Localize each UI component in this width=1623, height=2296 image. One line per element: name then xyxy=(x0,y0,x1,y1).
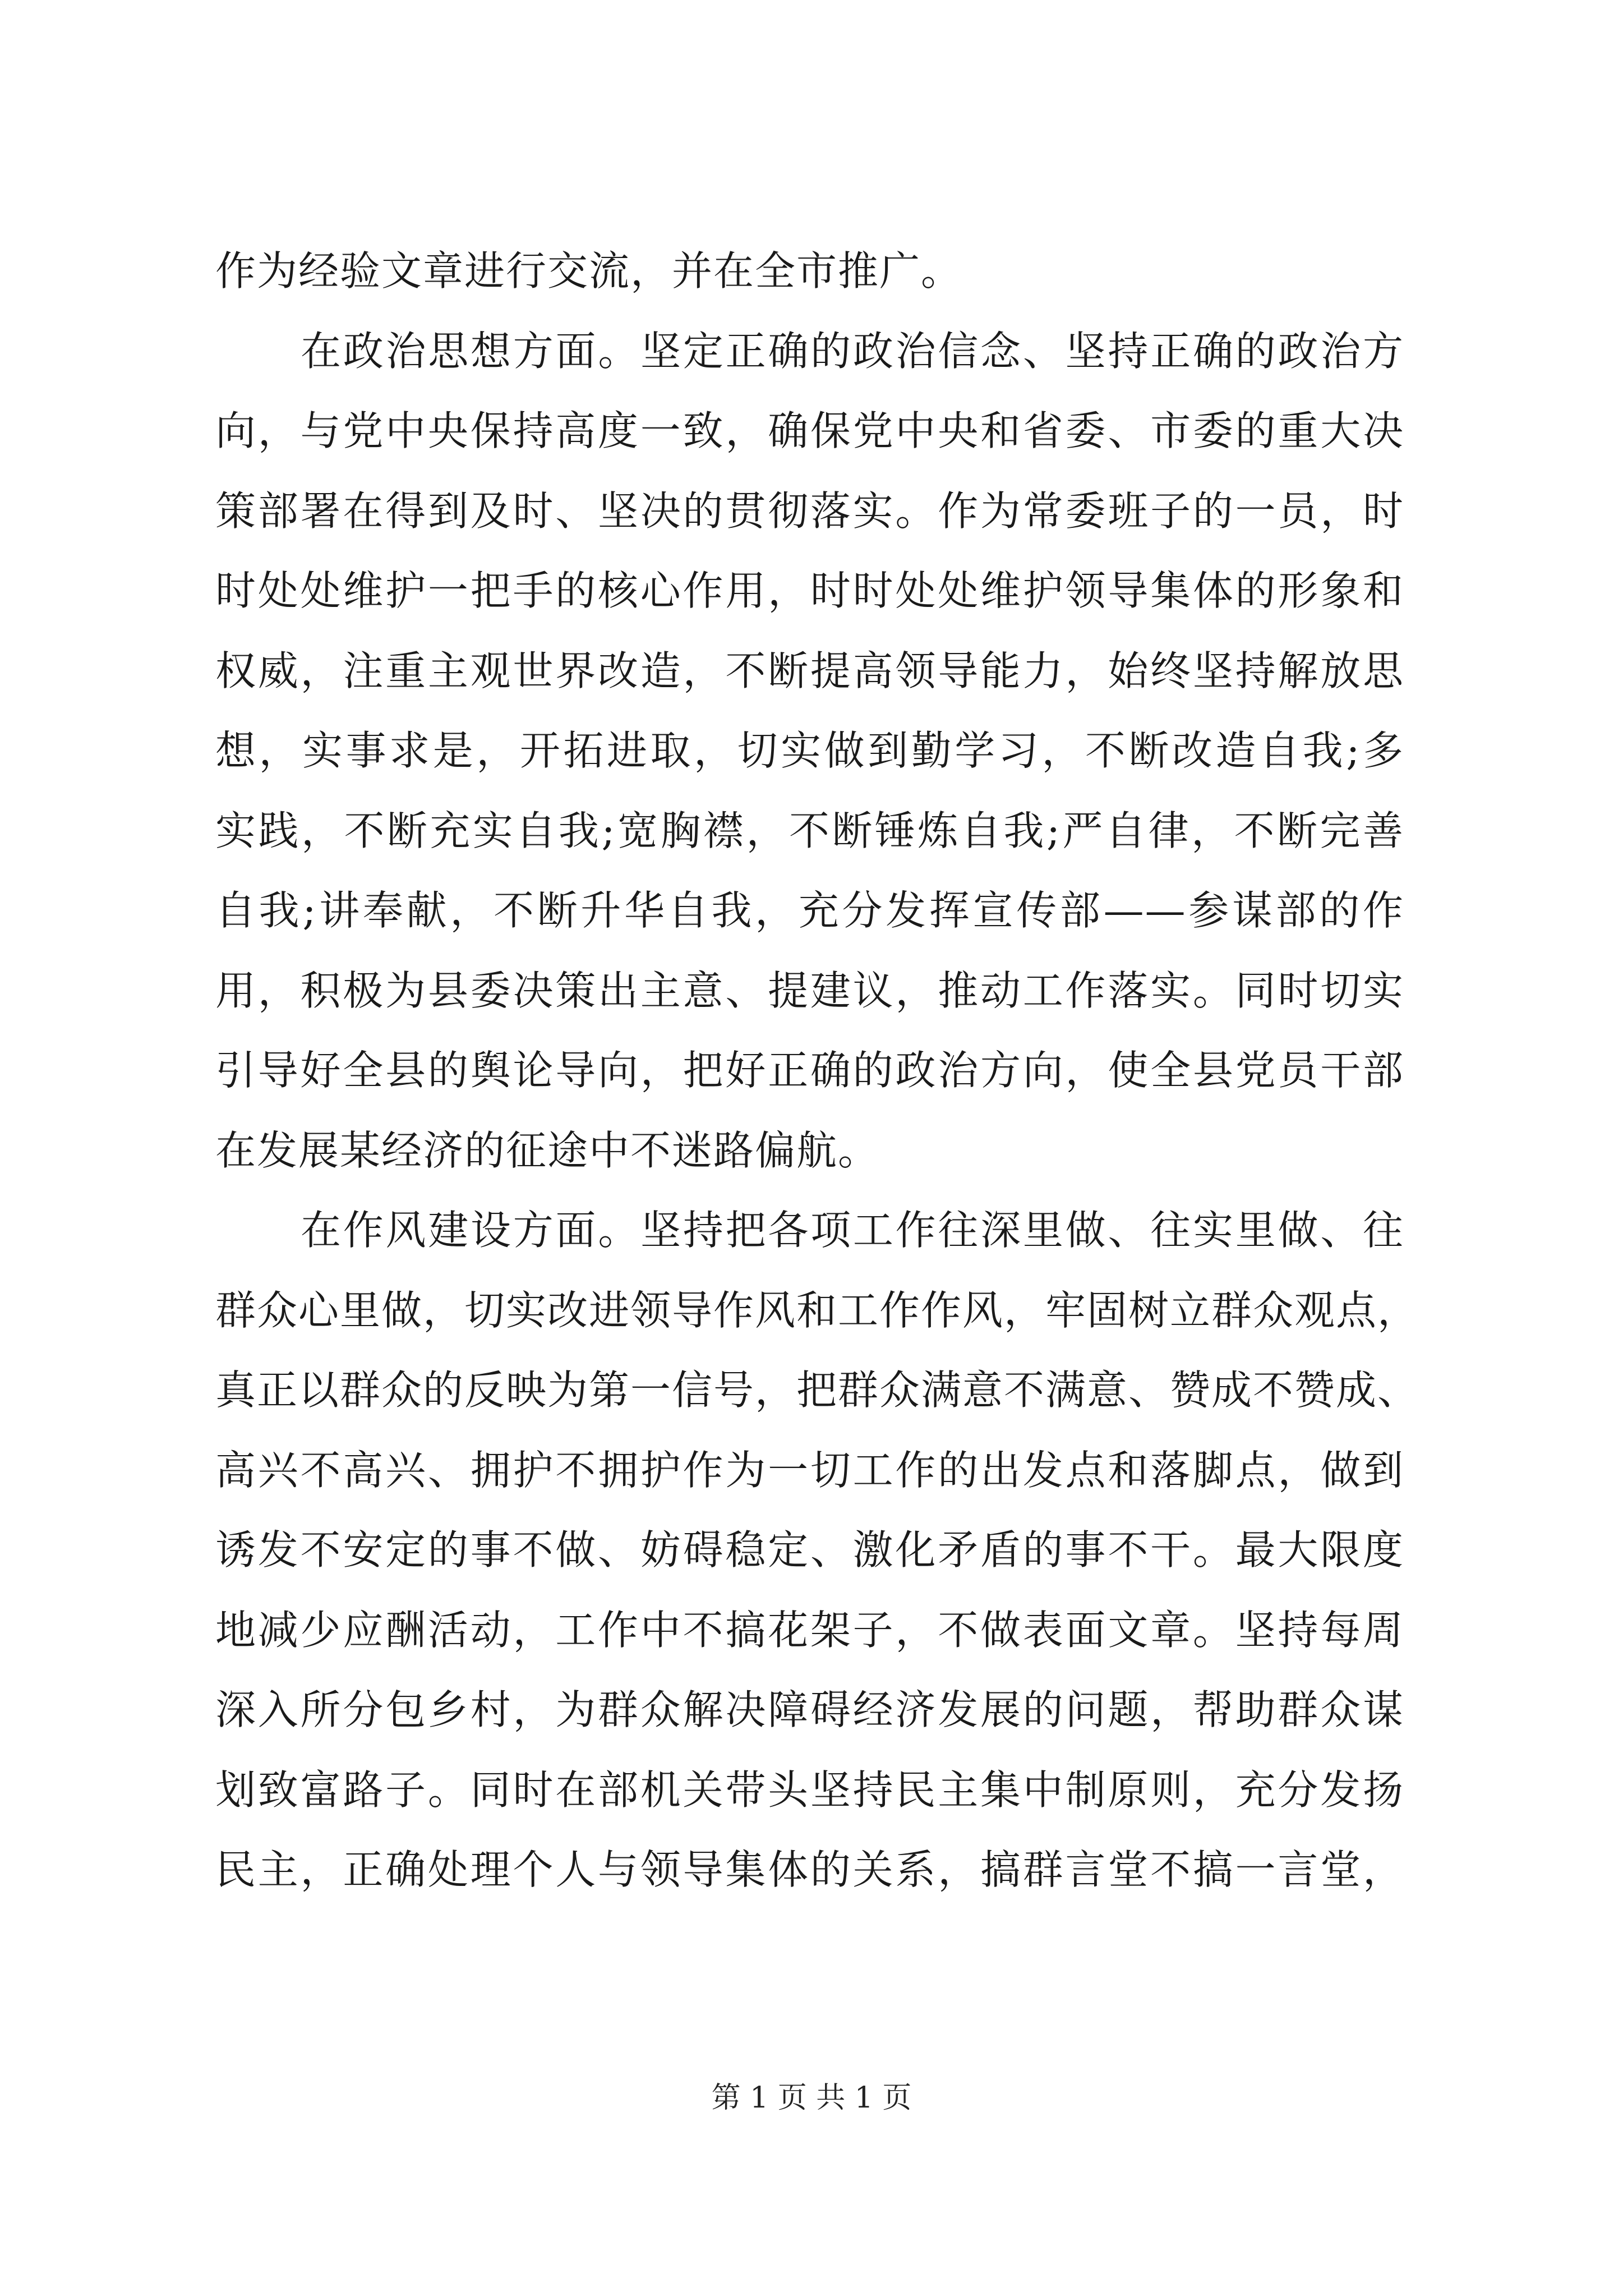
text-line: 向，与党中央保持高度一致，确保党中央和省委、市委的重大决 xyxy=(215,407,1404,454)
document-body xyxy=(215,231,1419,1910)
text-line: 策部署在得到及时、坚决的贯彻落实。作为常委班子的一员，时 xyxy=(215,487,1404,535)
text-line: 真正以群众的反映为第一信号，把群众满意不满意、赞成不赞成、 xyxy=(215,1366,1419,1414)
text-line: 地减少应酬活动，工作中不搞花架子，不做表面文章。坚持每周 xyxy=(215,1606,1404,1654)
text-line: 划致富路子。同时在部机关带头坚持民主集中制原则，充分发扬 xyxy=(215,1766,1404,1814)
text-line: 高兴不高兴、拥护不拥护作为一切工作的出发点和落脚点，做到 xyxy=(215,1446,1404,1494)
text-line: 深入所分包乡村，为群众解决障碍经济发展的问题，帮助群众谋 xyxy=(215,1686,1404,1733)
text-line: 在政治思想方面。坚定正确的政治信念、坚持正确的政治方 xyxy=(301,327,1404,375)
text-line: 群众心里做，切实改进领导作风和工作作风，牢固树立群众观点， xyxy=(215,1286,1419,1334)
text-line: 诱发不安定的事不做、妨碍稳定、激化矛盾的事不干。最大限度 xyxy=(215,1526,1404,1573)
text-line: 权威，注重主观世界改造，不断提高领导能力，始终坚持解放思 xyxy=(215,647,1404,694)
text-line: 想，实事求是，开拓进取，切实做到勤学习，不断改造自我;多 xyxy=(215,727,1404,774)
text-line: 在作风建设方面。坚持把各项工作往深里做、往实里做、往 xyxy=(301,1207,1404,1254)
text-line: 在发展某经济的征途中不迷路偏航。 xyxy=(215,1126,880,1174)
text-line: 自我;讲奉献，不断升华自我，充分发挥宣传部——参谋部的作 xyxy=(215,887,1404,934)
text-line: 用，积极为县委决策出主意、提建议，推动工作落实。同时切实 xyxy=(215,967,1404,1014)
page-number-footer: 第 1 页 共 1 页 xyxy=(711,2081,912,2115)
text-line: 实践，不断充实自我;宽胸襟，不断锤炼自我;严自律，不断完善 xyxy=(215,807,1404,854)
text-line: 作为经验文章进行交流，并在全市推广。 xyxy=(215,247,963,295)
text-line: 引导好全县的舆论导向，把好正确的政治方向，使全县党员干部 xyxy=(215,1047,1404,1094)
text-line: 时处处维护一把手的核心作用，时时处处维护领导集体的形象和 xyxy=(215,567,1404,614)
text-line: 民主，正确处理个人与领导集体的关系，搞群言堂不搞一言堂， xyxy=(215,1846,1404,1893)
